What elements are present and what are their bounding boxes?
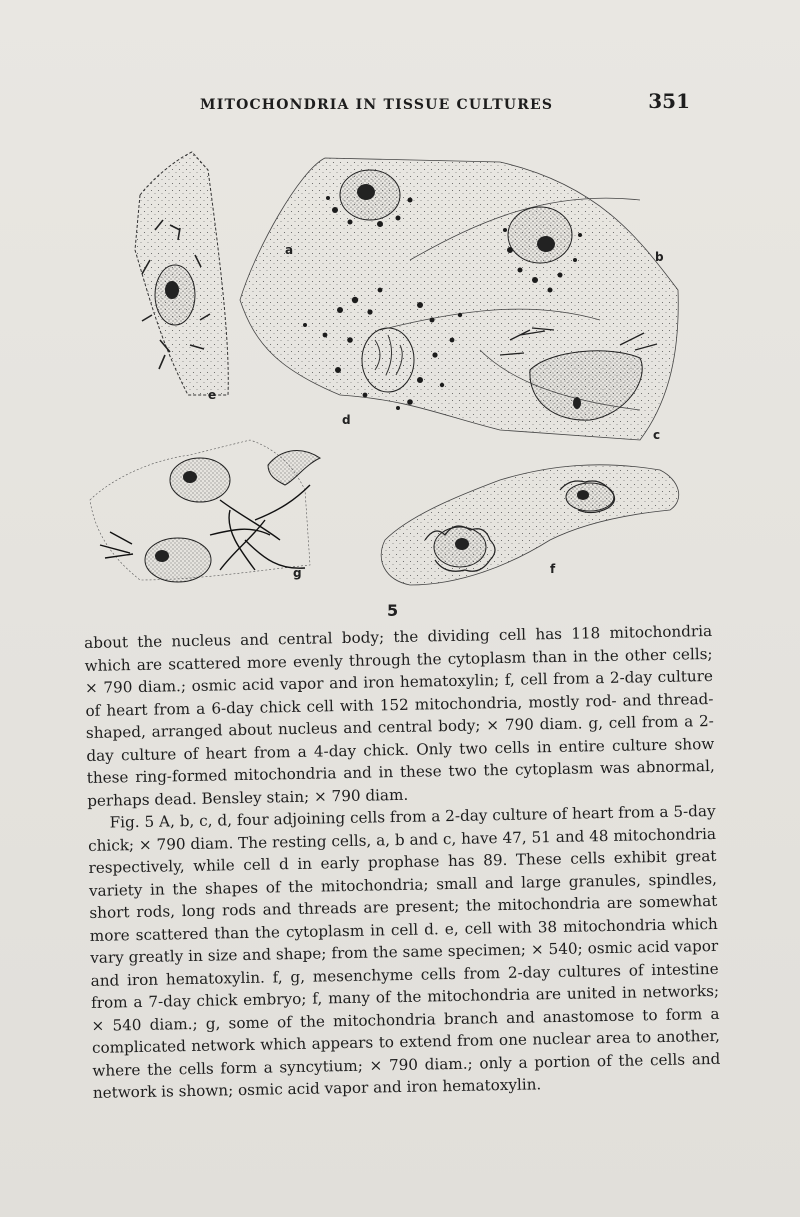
caption-paragraph-1: about the nucleus and central body; the dividing cell has 118 mitochondria which are scattered more evenly through the cytoplasm than in the other cells; × 790 diam.; osmic acid vapor and iron hematoxylin; f, cell from a 2-day culture of heart from a 6-day chick cell with 152 mitochondria, mostly rod- and thread-shaped, arranged about nucleus and central body; × 790 diam. g, cell from a 2-day culture of heart from a 4-day chick. Only two cells in entire culture show these ring-formed mitochondria and in these two the cytoplasm was abnormal, perhaps dead. Bensley stain; × 790 diam. [84, 621, 715, 810]
panel-label-e: e [208, 388, 217, 402]
caption-paragraph-2: Fig. 5 A, b, c, d, four adjoining cells from a 2-day culture of heart from a 5-day chick; × 790 diam. The resting cells, a, b and c, have 47, 51 and 48 mitochondria respectively, while cell d in early prophase has 89. These cells exhibit great variety in the shapes of the mitochondria; small and large granules, spindles, short rods, long rods and threads are present; the mitochondria are somewhat more scattered than the cytoplasm in cell d. e, cell with 38 mitochondria which vary greatly in size and shape; from the same specimen; × 540; osmic acid vapor and iron hematoxylin. f, g, mesenchyme cells from 2-day cultures of intestine from a 7-day chick embryo; f, many of the mitochondria are united in networks; × 540 diam.; g, some of the mitochondria branch and anastomose to form a complicated network which appears to extend from one nuclear area to another, where the cells form a syncytium; × 790 diam.; only a portion of the cells and network is shown; osmic acid vapor and iron hematoxylin. [87, 801, 721, 1102]
figure-caption [84, 620, 721, 1104]
cell-f-drawing [381, 465, 679, 585]
running-head: MITOCHONDRIA IN TISSUE CULTURES [200, 97, 554, 113]
cell-g-drawing [90, 440, 320, 582]
figure-number: 5 [387, 601, 399, 620]
cell-drawings [80, 140, 720, 625]
page-header [200, 89, 690, 119]
panel-label-g: g [293, 566, 302, 580]
panel-label-b: b [655, 250, 664, 264]
cells-abcd-drawing [240, 158, 678, 440]
cell-e-drawing [135, 152, 228, 395]
panel-label-d: d [342, 413, 351, 427]
page-number: 351 [648, 89, 690, 113]
figure-5-illustration [80, 140, 720, 625]
panel-label-c: c [653, 428, 661, 442]
panel-label-f: f [550, 562, 556, 576]
panel-label-a: a [285, 243, 294, 257]
